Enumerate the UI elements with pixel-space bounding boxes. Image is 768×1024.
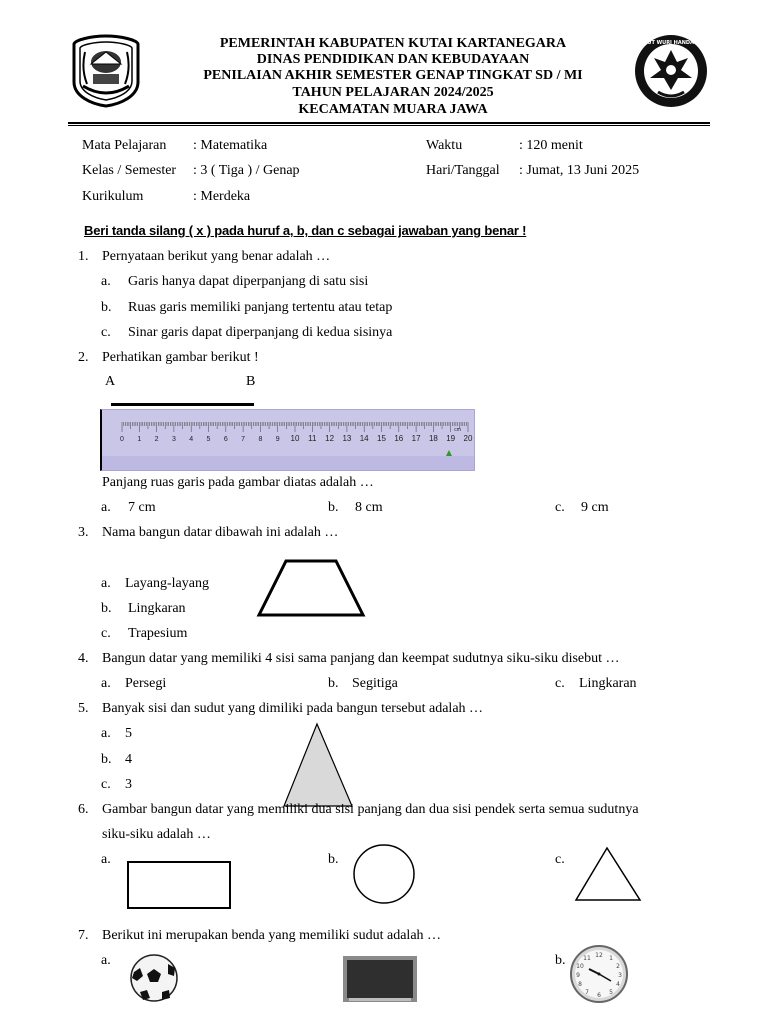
header-line-5: KECAMATAN MUARA JAWA bbox=[298, 102, 488, 117]
q3-option-b-letter[interactable]: b. bbox=[101, 601, 112, 616]
q2-line-segment bbox=[111, 403, 254, 406]
svg-text:4: 4 bbox=[616, 981, 620, 988]
q3-option-a: Layang-layang bbox=[125, 576, 209, 591]
info-kurikulum-label: Kurikulum bbox=[82, 189, 144, 204]
q1-option-b-letter[interactable]: b. bbox=[101, 300, 112, 315]
q7-text: Berikut ini merupakan benda yang memiliki sudut adalah … bbox=[102, 928, 442, 943]
svg-text:11: 11 bbox=[583, 955, 591, 962]
right-logo bbox=[634, 34, 708, 108]
info-kurikulum-value: : Merdeka bbox=[193, 189, 251, 204]
svg-text:7: 7 bbox=[585, 989, 589, 996]
q3-option-c: Trapesium bbox=[128, 626, 188, 641]
q5-option-b: 4 bbox=[125, 752, 132, 767]
q2-option-b-letter[interactable]: b. bbox=[328, 500, 339, 515]
q7-number: 7. bbox=[78, 928, 89, 943]
soccer-ball-image bbox=[128, 954, 180, 1002]
ruler-tick-label: 16 bbox=[394, 434, 404, 443]
q3-text: Nama bangun datar dibawah ini adalah … bbox=[102, 525, 339, 540]
svg-text:1: 1 bbox=[609, 955, 613, 962]
info-waktu-label: Waktu bbox=[426, 138, 463, 153]
q2-text: Perhatikan gambar berikut ! bbox=[102, 350, 259, 365]
ruler-tick-label: 0 bbox=[120, 436, 124, 443]
q6-option-c-letter[interactable]: c. bbox=[555, 852, 565, 867]
q6-option-b-letter[interactable]: b. bbox=[328, 852, 339, 867]
rectangle-shape bbox=[127, 861, 231, 909]
q6-text: Gambar bangun datar yang memiliki dua sisi panjang dan dua sisi pendek serta semua sudutnya bbox=[102, 802, 639, 817]
ruler-tick-label: 14 bbox=[359, 434, 369, 443]
instruction: Beri tanda silang ( x ) pada huruf a, b, dan c sebagai jawaban yang benar ! bbox=[84, 223, 527, 238]
svg-text:2: 2 bbox=[616, 963, 620, 970]
ruler-tick-label: 18 bbox=[428, 434, 438, 443]
ruler-tick-label: 9 bbox=[275, 436, 280, 443]
svg-text:10: 10 bbox=[576, 963, 584, 970]
q4-number: 4. bbox=[78, 651, 89, 666]
ruler-tick-label: 15 bbox=[377, 434, 386, 443]
q5-option-b-letter[interactable]: b. bbox=[101, 752, 112, 767]
ruler-tick-label: 3 bbox=[171, 436, 176, 443]
ruler-lower-band bbox=[102, 456, 474, 470]
header-line-3: PENILAIAN AKHIR SEMESTER GENAP TINGKAT SD / MI bbox=[203, 68, 583, 83]
wall-clock-image bbox=[567, 945, 631, 1003]
q1-option-c-letter[interactable]: c. bbox=[101, 325, 111, 340]
q1-text: Pernyataan berikut yang benar adalah … bbox=[102, 249, 331, 264]
header-rule bbox=[68, 122, 710, 124]
q5-option-c: 3 bbox=[125, 777, 132, 792]
ruler-tick-label: 13 bbox=[342, 434, 352, 443]
q1-option-a: Garis hanya dapat diperpanjang di satu sisi bbox=[128, 274, 369, 289]
info-kelas-label: Kelas / Semester bbox=[82, 163, 177, 178]
triangle-grey-shape bbox=[282, 722, 354, 808]
q5-number: 5. bbox=[78, 701, 89, 716]
q5-option-c-letter[interactable]: c. bbox=[101, 777, 111, 792]
ruler-marker bbox=[446, 450, 452, 456]
ruler-tick-label: 5 bbox=[206, 436, 211, 443]
info-mapel-value: : Matematika bbox=[193, 138, 268, 153]
triangle-shape bbox=[574, 846, 644, 904]
ruler-tick-label: 17 bbox=[411, 434, 421, 443]
q4-text: Bangun datar yang memiliki 4 sisi sama panjang dan keempat sudutnya siku-siku disebut … bbox=[102, 651, 620, 666]
svg-text:8: 8 bbox=[578, 981, 582, 988]
q4-option-a-letter[interactable]: a. bbox=[101, 676, 111, 691]
q7-option-b-letter[interactable]: b. bbox=[555, 953, 566, 968]
ruler-tick-label: 20 bbox=[463, 434, 473, 443]
svg-text:3: 3 bbox=[618, 972, 622, 979]
q3-option-c-letter[interactable]: c. bbox=[101, 626, 111, 641]
q3-option-a-letter[interactable]: a. bbox=[101, 576, 111, 591]
ruler-tick-label: 8 bbox=[258, 436, 263, 443]
right-logo-text: TUT WURI HANDAYANI bbox=[644, 40, 707, 46]
q4-option-b-letter[interactable]: b. bbox=[328, 676, 339, 691]
ruler-tick-label: 7 bbox=[241, 436, 246, 443]
q4-option-c-letter[interactable]: c. bbox=[555, 676, 565, 691]
ruler-tick-label: 2 bbox=[154, 436, 159, 443]
q5-option-a: 5 bbox=[125, 726, 132, 741]
trapezoid-shape bbox=[256, 558, 366, 618]
q3-option-b: Lingkaran bbox=[128, 601, 186, 616]
q6-option-a-letter[interactable]: a. bbox=[101, 852, 111, 867]
q1-option-b: Ruas garis memiliki panjang tertentu atau tetap bbox=[128, 300, 393, 315]
header-line-2: DINAS PENDIDIKAN DAN KEBUDAYAAN bbox=[256, 52, 530, 67]
svg-text:5: 5 bbox=[609, 989, 613, 996]
svg-text:9: 9 bbox=[576, 972, 580, 979]
q2-option-c-letter[interactable]: c. bbox=[555, 500, 565, 515]
q4-option-c: Lingkaran bbox=[579, 676, 637, 691]
ruler bbox=[100, 409, 475, 471]
q6-text-cont: siku-siku adalah … bbox=[102, 827, 211, 842]
circle-shape bbox=[351, 843, 417, 905]
info-hari-label: Hari/Tanggal bbox=[426, 163, 500, 178]
q7-option-a-letter[interactable]: a. bbox=[101, 953, 111, 968]
q2-option-c: 9 cm bbox=[581, 500, 609, 515]
q2-number: 2. bbox=[78, 350, 89, 365]
blackboard-image bbox=[343, 956, 417, 1002]
q1-option-a-letter[interactable]: a. bbox=[101, 274, 111, 289]
q2-point-b: B bbox=[246, 374, 256, 389]
ruler-tick-label: 6 bbox=[223, 436, 228, 443]
q2-option-b: 8 cm bbox=[355, 500, 383, 515]
q6-number: 6. bbox=[78, 802, 89, 817]
ruler-tick-label: 4 bbox=[189, 436, 194, 443]
q5-option-a-letter[interactable]: a. bbox=[101, 726, 111, 741]
q4-option-a: Persegi bbox=[125, 676, 167, 691]
ruler-tick-label: 10 bbox=[290, 434, 300, 443]
header-rule-thin bbox=[68, 125, 710, 126]
q2-option-a-letter[interactable]: a. bbox=[101, 500, 111, 515]
q4-option-b: Segitiga bbox=[352, 676, 398, 691]
q5-text: Banyak sisi dan sudut yang dimiliki pada bangun tersebut adalah … bbox=[102, 701, 484, 716]
info-kelas-value: : 3 ( Tiga ) / Genap bbox=[193, 163, 300, 178]
q2-point-a: A bbox=[105, 374, 116, 389]
ruler-tick-label: 19 bbox=[446, 434, 456, 443]
info-waktu-value: : 120 menit bbox=[519, 138, 583, 153]
header-line-4: TAHUN PELAJARAN 2024/2025 bbox=[292, 85, 494, 100]
q3-number: 3. bbox=[78, 525, 89, 540]
q1-number: 1. bbox=[78, 249, 89, 264]
q1-option-c: Sinar garis dapat diperpanjang di kedua sisinya bbox=[128, 325, 393, 340]
svg-text:6: 6 bbox=[597, 992, 601, 999]
ruler-tick-label: 11 bbox=[308, 434, 317, 443]
info-hari-value: : Jumat, 13 Juni 2025 bbox=[519, 163, 640, 178]
left-logo bbox=[71, 34, 141, 108]
q2-stem: Panjang ruas garis pada gambar diatas adalah … bbox=[102, 475, 374, 490]
ruler-tick-label: 1 bbox=[137, 436, 142, 443]
svg-text:12: 12 bbox=[595, 952, 603, 959]
header-line-1: PEMERINTAH KABUPATEN KUTAI KARTANEGARA bbox=[219, 36, 567, 51]
ruler-tick-label: 12 bbox=[325, 434, 335, 443]
info-mapel-label: Mata Pelajaran bbox=[82, 138, 167, 153]
q2-option-a: 7 cm bbox=[128, 500, 156, 515]
ruler-unit-label: cm bbox=[454, 427, 461, 433]
